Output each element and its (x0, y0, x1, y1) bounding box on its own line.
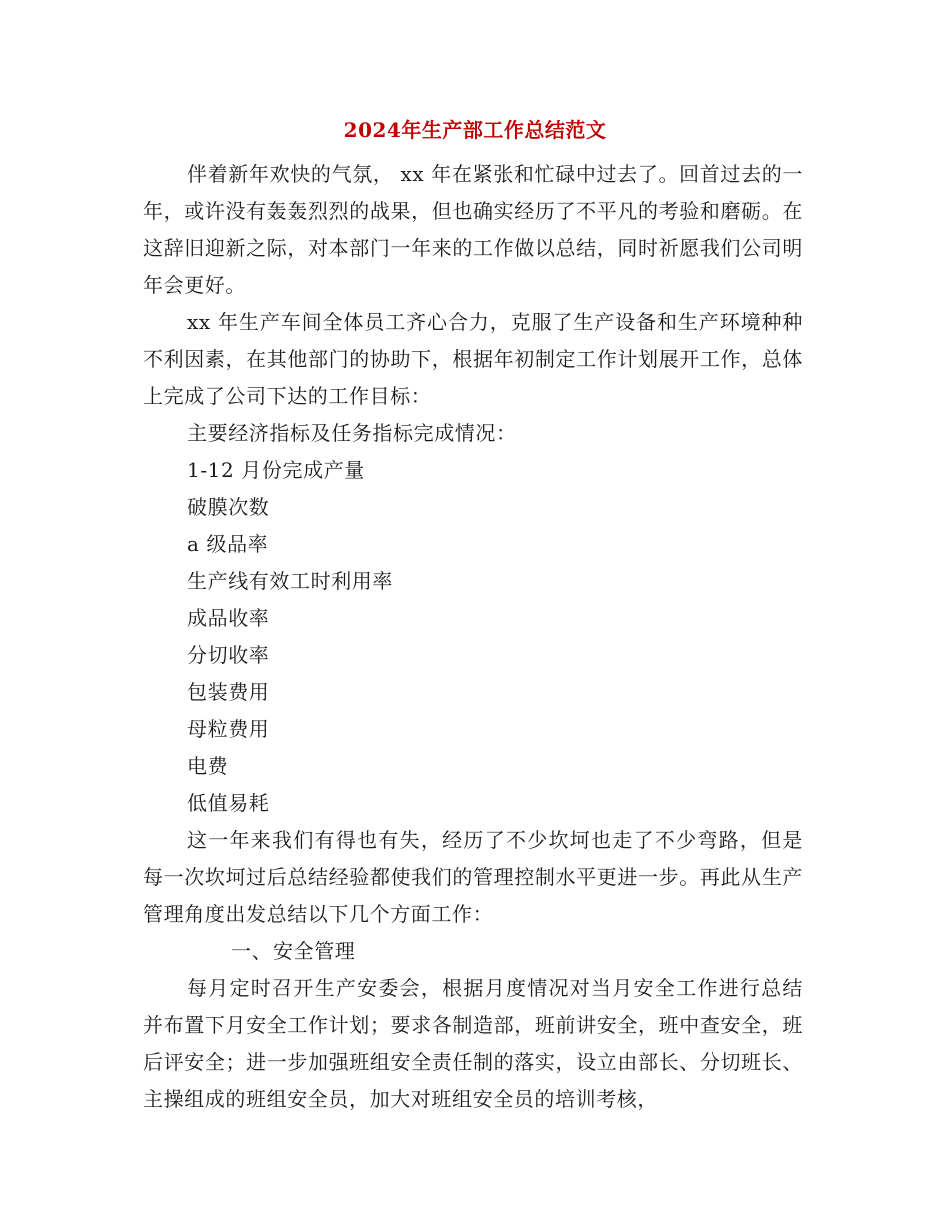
indicator-item: 电费 (187, 754, 229, 778)
overview-paragraph: xx 年生产车间全体员工齐心合力，克服了生产设备和生产环境种种不利因素，在其他部门的协助下，根据年初制定工作计划展开工作，总体上完成了公司下达的工作目标： (143, 310, 803, 408)
indicator-item: a 级品率 (187, 532, 269, 556)
document-title: 2024年生产部工作总结范文 (343, 118, 607, 142)
indicators-heading: 主要经济指标及任务指标完成情况： (187, 421, 517, 445)
indicator-item: 包装费用 (187, 680, 270, 704)
summary-paragraph: 这一年来我们有得也有失，经历了不少坎坷也走了不少弯路，但是每一次坎坷过后总结经验都使我们的管理控制水平更进一步。再此从生产管理角度出发总结以下几个方面工作： (143, 828, 803, 926)
indicator-item: 生产线有效工时利用率 (187, 569, 393, 593)
section-number: 一、 (231, 939, 273, 963)
document-body (143, 156, 803, 1118)
indicator-item: 1-12 月份完成产量 (187, 458, 365, 482)
indicator-item: 低值易耗 (187, 791, 270, 815)
intro-paragraph: 伴着新年欢快的气氛， xx 年在紧张和忙碌中过去了。回首过去的一年，或许没有轰轰烈烈的战果，但也确实经历了不平凡的考验和磨砺。在这辞旧迎新之际，对本部门一年来的工作做以总结，同时祈愿我们公司明年会更好。 (143, 162, 803, 297)
indicator-item: 母粒费用 (187, 717, 270, 741)
section-heading (143, 933, 803, 970)
safety-paragraph: 每月定时召开生产安委会，根据月度情况对当月安全工作进行总结并布置下月安全工作计划；要求各制造部，班前讲安全，班中查安全，班后评安全；进一步加强班组安全责任制的落实，设立由部长、分切班长、主操组成的班组安全员，加大对班组安全员的培训考核， (143, 976, 803, 1111)
indicator-item: 破膜次数 (187, 495, 270, 519)
indicator-item: 分切收率 (187, 643, 270, 667)
indicator-item: 成品收率 (187, 606, 270, 630)
section-title: 安全管理 (273, 939, 356, 963)
